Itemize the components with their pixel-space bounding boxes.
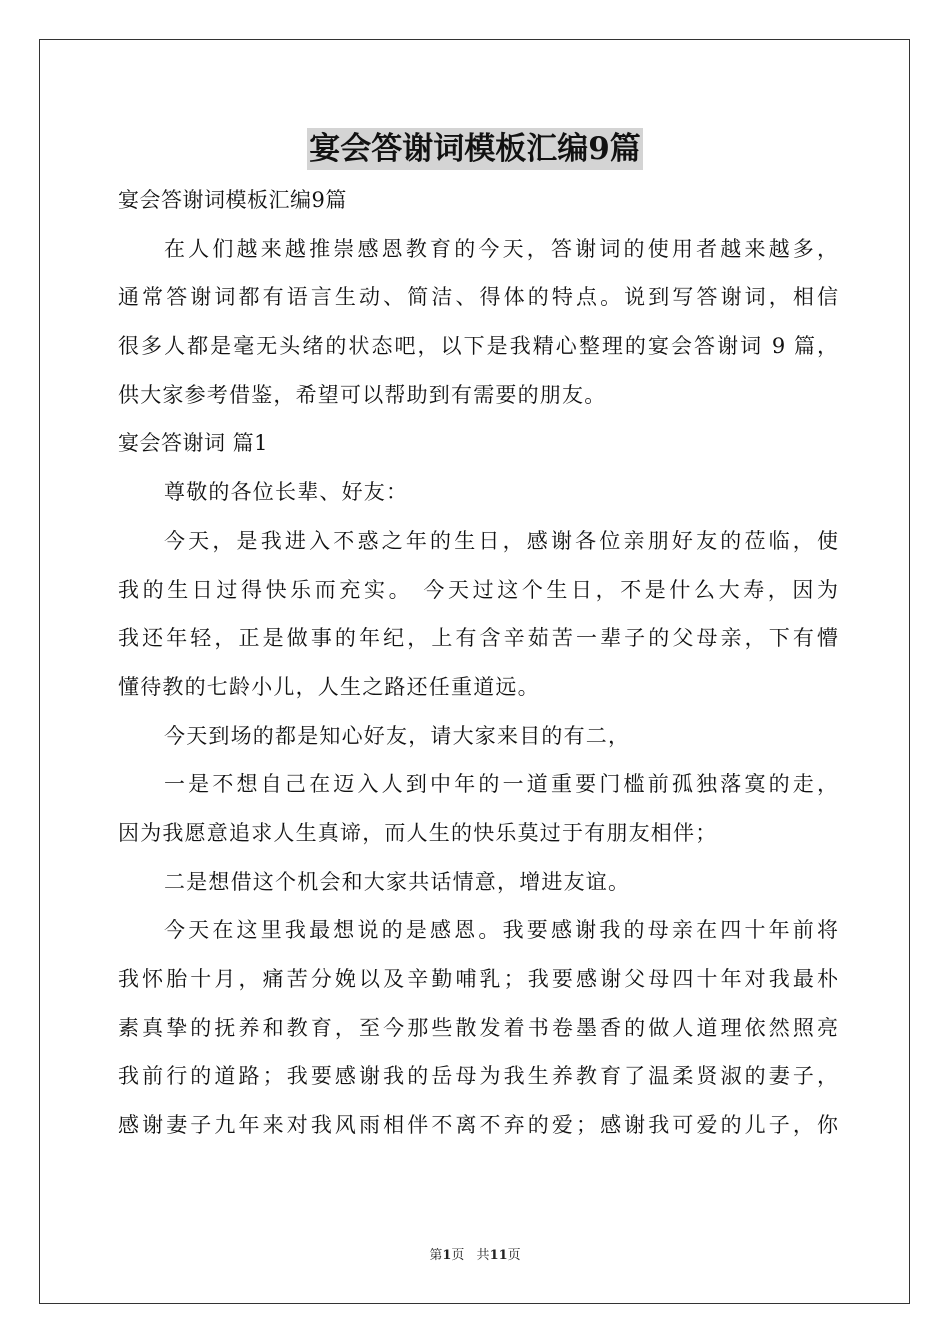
total-pages: 11 — [489, 1248, 508, 1263]
body-line: 供大家参考借鉴，希望可以帮助到有需要的朋友。 — [118, 382, 607, 407]
document-title: 宴会答谢词模板汇编9篇 — [307, 128, 643, 170]
body-line: 我还年轻，正是做事的年纪，上有含辛茹苦一辈子的父母亲，下有懵 — [118, 626, 838, 651]
page-indicator — [429, 1248, 464, 1263]
body-line: 因为我愿意追求人生真谛，而人生的快乐莫过于有朋友相伴； — [118, 820, 718, 845]
document-body — [118, 176, 838, 1150]
body-line: 今天在这里我最想说的是感恩。我要感谢我的母亲在四十年前将 — [164, 918, 838, 943]
body-line: 二是想借这个机会和大家共话情意，增进友谊。 — [164, 869, 631, 894]
title-container — [0, 128, 950, 170]
page-prefix: 第 — [429, 1248, 443, 1263]
body-line: 我前行的道路；我要感谢我的岳母为我生养教育了温柔贤淑的妻子， — [118, 1064, 838, 1089]
body-line: 素真挚的抚养和教育，至今那些散发着书卷墨香的做人道理依然照亮 — [118, 1015, 838, 1040]
total-indicator — [477, 1248, 521, 1263]
page-footer — [0, 1247, 950, 1265]
body-line: 一是不想自己在迈入人到中年的一道重要门槛前孤独落寞的走， — [164, 772, 838, 797]
body-line: 今天到场的都是知心好友，请大家来目的有二， — [164, 723, 631, 748]
body-line: 懂待教的七龄小儿，人生之路还任重道远。 — [118, 674, 540, 699]
body-line: 通常答谢词都有语言生动、简洁、得体的特点。说到写答谢词，相信 — [118, 285, 838, 310]
total-prefix: 共 — [476, 1248, 490, 1263]
body-line: 今天，是我进入不惑之年的生日，感谢各位亲朋好友的莅临，使 — [164, 528, 838, 553]
total-suffix: 页 — [507, 1248, 521, 1263]
body-line: 我的生日过得快乐而充实。 今天过这个生日，不是什么大寿，因为 — [118, 577, 838, 602]
body-line: 我怀胎十月，痛苦分娩以及辛勤哺乳；我要感谢父母四十年对我最朴 — [118, 967, 838, 991]
subtitle-line: 宴会答谢词模板汇编9篇 — [118, 188, 347, 212]
body-line: 尊敬的各位长辈、好友： — [164, 480, 409, 505]
page-suffix: 页 — [451, 1248, 465, 1263]
page-number: 1 — [442, 1248, 452, 1263]
body-line: 很多人都是毫无头绪的状态吧，以下是我精心整理的宴会答谢词 9 篇， — [118, 334, 838, 359]
body-line: 在人们越来越推崇感恩教育的今天，答谢词的使用者越来越多， — [164, 236, 838, 261]
section-heading: 宴会答谢词 篇1 — [118, 431, 269, 456]
body-line: 感谢妻子九年来对我风雨相伴不离不弃的爱；感谢我可爱的儿子，你 — [118, 1113, 838, 1138]
